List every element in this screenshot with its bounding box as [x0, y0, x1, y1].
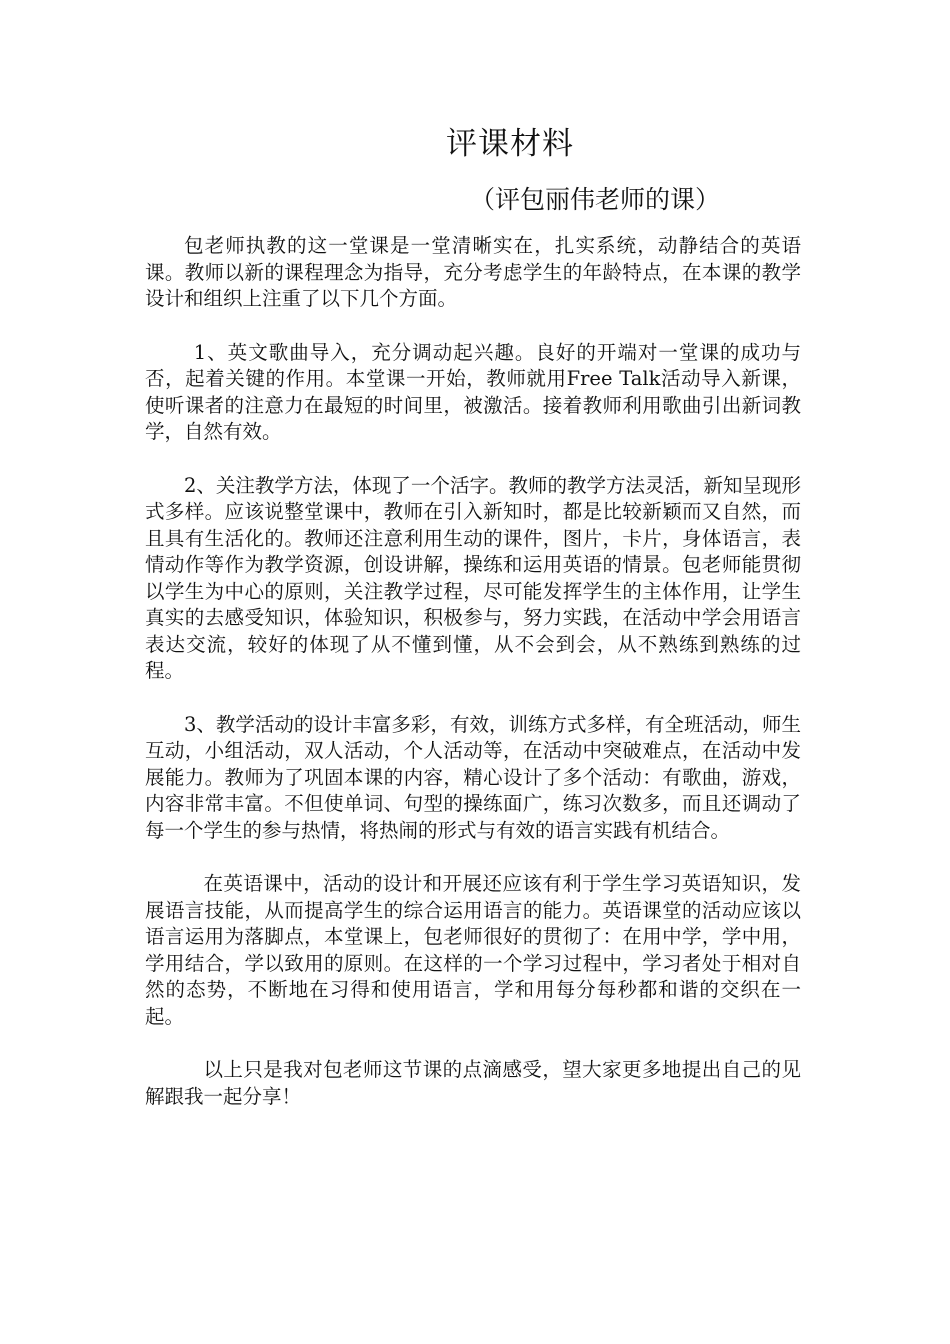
paragraph-point-2: 2、关注教学方法，体现了一个活字。教师的教学方法灵活，新知呈现形式多样。应该说整堂课中，教师在引入新知时，都是比较新颖而又自然，而且具有生活化的。教师还注意利用生动的课件，图片，卡片，身体语言，表情动作等作为教学资源，创设讲解，操练和运用英语的情景。包老师能贯彻以学生为中心的原则，关注教学过程，尽可能发挥学生的主体作用，让学生真实的去感受知识，体验知识，积极参与，努力实践，在活动中学会用语言表达交流，较好的体现了从不懂到懂，从不会到会，从不熟练到熟练的过程。 — [145, 473, 801, 682]
paragraph-closing: 以上只是我对包老师这节课的点滴感受，望大家更多地提出自己的见解跟我一起分享！ — [145, 1058, 801, 1108]
document-subtitle: （评包丽伟老师的课） — [470, 185, 721, 214]
paragraph-summary: 在英语课中，活动的设计和开展还应该有利于学生学习英语知识，发展语言技能，从而提高学生的综合运用语言的能力。英语课堂的活动应该以语言运用为落脚点，本堂课上，包老师很好的贯彻了：在用中学，学中用，学用结合，学以致用的原则。在这样的一个学习过程中，学习者处于相对自然的态势，不断地在习得和使用语言，学和用每分每秒都和谐的交织在一起。 — [145, 872, 801, 1028]
document-title: 评课材料 — [446, 126, 574, 162]
paragraph-point-3: 3、教学活动的设计丰富多彩，有效，训练方式多样，有全班活动，师生互动，小组活动，双人活动，个人活动等，在活动中突破难点，在活动中发展能力。教师为了巩固本课的内容，精心设计了多个活动：有歌曲，游戏，内容非常丰富。不但使单词、句型的操练面广，练习次数多，而且还调动了每一个学生的参与热情，将热闹的形式与有效的语言实践有机结合。 — [145, 712, 801, 842]
paragraph-intro: 包老师执教的这一堂课是一堂清晰实在，扎实系统，动静结合的英语课。教师以新的课程理念为指导，充分考虑学生的年龄特点，在本课的教学设计和组织上注重了以下几个方面。 — [145, 234, 801, 310]
document-body — [145, 233, 801, 1137]
paragraph-point-1: 1、英文歌曲导入，充分调动起兴趣。良好的开端对一堂课的成功与否，起着关键的作用。本堂课一开始，教师就用Free Talk活动导入新课，使听课者的注意力在最短的时间里，被激活。接着教师利用歌曲引出新词教学，自然有效。 — [145, 340, 801, 443]
